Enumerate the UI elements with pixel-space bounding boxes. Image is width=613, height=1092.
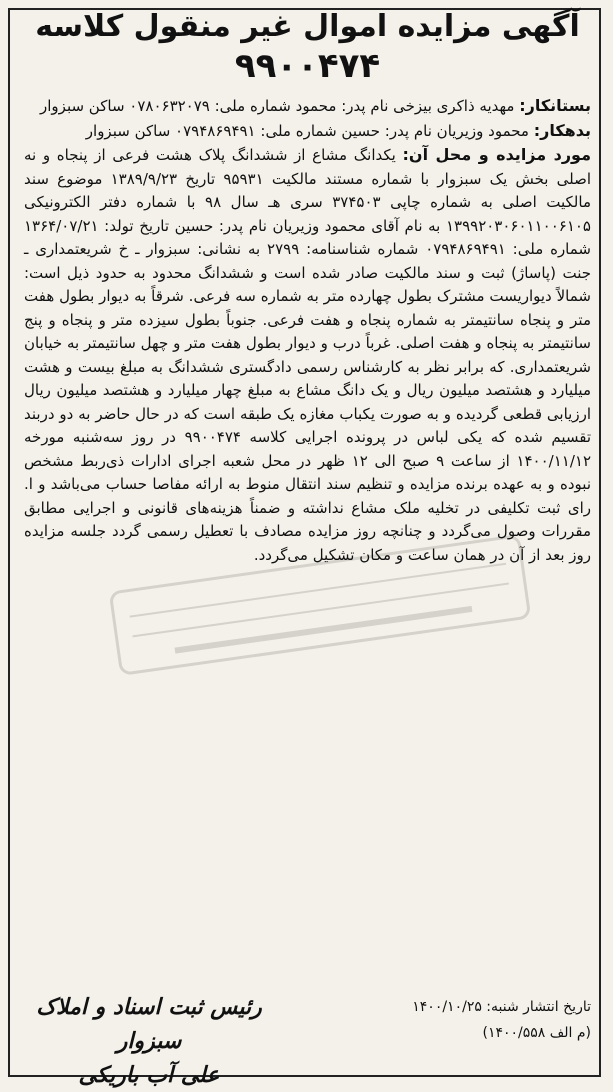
publication-info xyxy=(291,994,591,1046)
case-number: ۹۹۰۰۴۷۴ xyxy=(234,46,381,86)
notice-footer xyxy=(24,990,591,1088)
publication-date: تاریخ انتشار شنبه: ۱۴۰۰/۱۰/۲۵ xyxy=(412,999,591,1015)
publication-code: (م الف ۱۴۰۰/۵۵۸) xyxy=(482,1025,591,1041)
notice-title: آگهی مزایده اموال غیر منقول کلاسه xyxy=(35,9,580,44)
notice-content xyxy=(24,8,591,567)
debtor-text: محمود وزیریان نام پدر: حسین شماره ملی: ۰۷۹۴۸۶۹۴۹۱ ساکن سبزوار xyxy=(85,121,534,140)
creditor-label: بستانکار: xyxy=(519,96,591,115)
creditor-text: مهدیه ذاکری بیزخی نام پدر: محمود شماره ملی: ۰۷۸۰۶۳۲۰۷۹ ساکن سبزوار xyxy=(40,97,520,115)
debtor-paragraph xyxy=(24,119,591,144)
signature-block xyxy=(24,990,274,1092)
creditor-paragraph xyxy=(24,94,591,119)
signature-title: رئیس ثبت اسناد و املاک سبزوار xyxy=(36,994,262,1054)
subject-paragraph xyxy=(24,143,591,567)
subject-text: یکدانگ مشاع از ششدانگ پلاک هشت فرعی از پنجاه و نه اصلی بخش یک سبزوار با شماره مستند مالکیت ۹۵۹۳۱ تاریخ ۱۳۸۹/۹/۲۳ موضوع سند مالکیت اصلی به شماره چاپی ۳۷۴۵۰۳ سری هـ سال ۹۸ با شماره دفتر الکترونیکی ۱۳۹۹۲۰۳۰۶۰۱۱۰۰۶۱۰۵ به نام آقای محمود وزیریان نام پدر: حسین تاریخ تولد: ۱۳۶۴/۰۷/۲۱ شماره ملی: ۰۷۹۴۸۶۹۴۹۱ شماره شناسنامه: ۲۷۹۹ به نشانی: سبزوار ـ خ شریعتمداری ـ جنت (پاساژ) ثبت و سند مالکیت صادر شده است و ششدانگ محدود به حدود ذیل است: شمالاً دیواریست مشترک بطول چهارده متر به شماره سه فرعی. شرقاً به دیوار بطول هفت متر و پنجاه سانتیمتر به شماره پنجاه و هفت فرعی. جنوباً بطول سیزده متر و پنجاه و پنج سانتیمتر به پنجاه و هفت اصلی. غرباً درب و دیوار بطول هفت متر و چهل سانتیمتر به خیابان شریعتمداری. که برابر نظر به کارشناس رسمی دادگستری ششدانگ به مبلغ بیست و هشت میلیارد و هشتصد میلیون ریال و یک دانگ مشاع به مبلغ چهار میلیارد و هشتصد میلیون ریال ارزیابی قطعی گردیده و به صورت یکباب مغازه یک طبقه است که در حال حاضر به دو دربند تقسیم شده که یکی لباس در پرونده اجرایی کلاسه ۹۹۰۰۴۷۴ در روز سه‌شنبه مورخه ۱۴۰۰/۱۱/۱۲ از ساعت ۹ صبح الی ۱۲ ظهر در محل شعبه اجرای ادارات ذی‌ربط مشخص نبوده و به عهده برنده مزایده و تنظیم سند انتقال منوط به ارائه مفاصا حساب می‌باشد و ا. رای ثبت تکلیفی در تخلیه ملک مشاع نداشته و ضمناً هزینه‌های قانونی و اجرایی مطابق مقررات وصول می‌گردد و چنانچه روز مزایده مصادف با تعطیل رسمی گردد جلسه مزایده روز بعد از آن در همان ساعت و مکان تشکیل می‌گردد. xyxy=(24,146,592,564)
subject-label: مورد مزایده و محل آن: xyxy=(402,145,591,164)
debtor-label: بدهکار: xyxy=(533,120,591,140)
signature-name: علی آب باریکی xyxy=(78,1062,220,1088)
